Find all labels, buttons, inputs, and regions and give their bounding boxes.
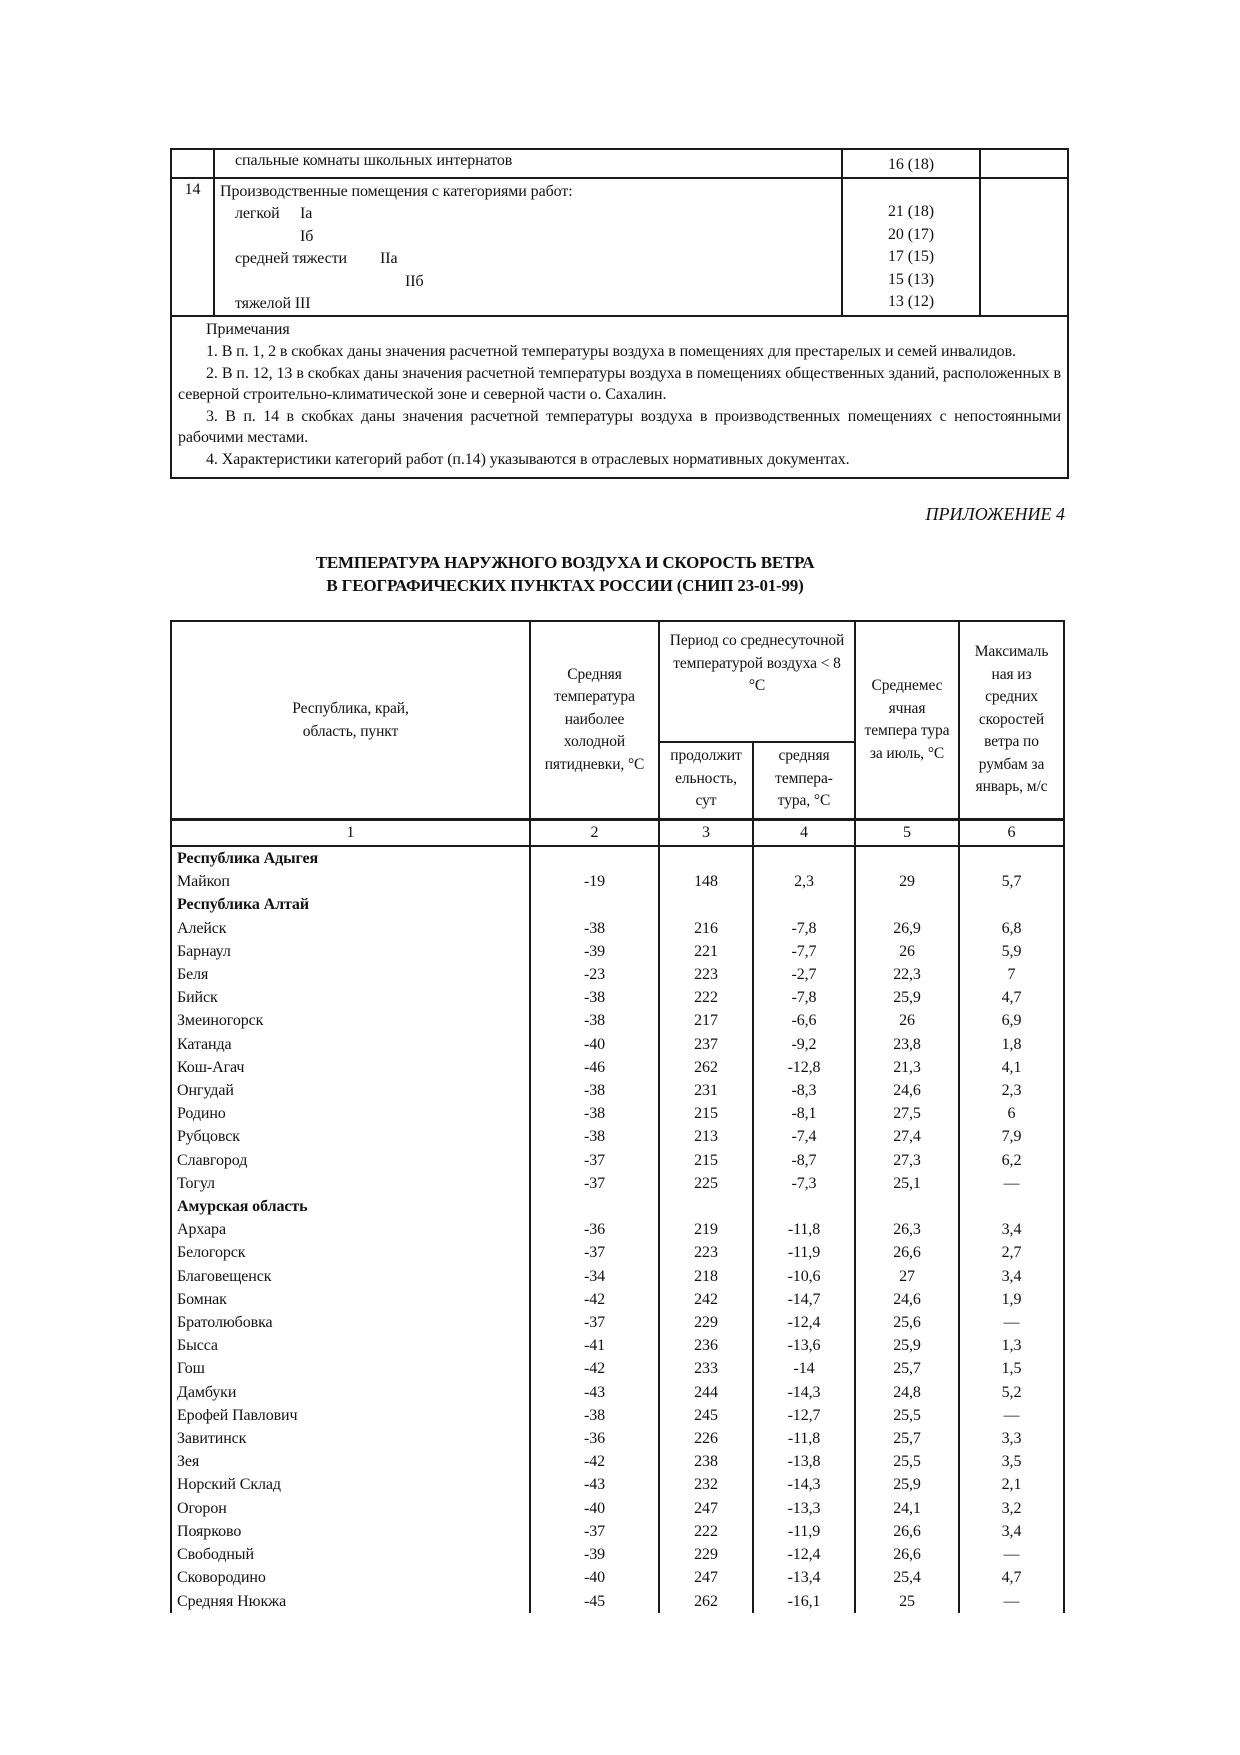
january-wind-cell: 7 — [959, 963, 1064, 986]
january-wind-cell: 1,8 — [959, 1033, 1064, 1056]
table-row — [171, 178, 1068, 316]
table-row — [171, 1102, 1064, 1125]
period-duration-cell: 225 — [659, 1172, 753, 1195]
table-row — [171, 1497, 1064, 1520]
july-avg-temp-cell: 27 — [855, 1265, 959, 1288]
period-avg-temp-cell: -7,7 — [753, 940, 855, 963]
period-duration-cell: 232 — [659, 1473, 753, 1496]
column-number: 1 — [171, 820, 530, 847]
july-avg-temp-cell — [855, 1195, 959, 1218]
header-period-group: Период со среднесуточной температурой воздуха < 8 °С — [659, 621, 855, 742]
header-cold-five-day-temp: Средняя температура наиболее холодной пятидневки, °С — [530, 621, 659, 820]
january-wind-cell: — — [959, 1404, 1064, 1427]
period-avg-temp-cell: -9,2 — [753, 1033, 855, 1056]
period-duration-cell: 218 — [659, 1265, 753, 1288]
room-description — [214, 178, 842, 316]
category-code: Iа — [300, 205, 313, 223]
table-row — [171, 1520, 1064, 1543]
july-avg-temp-cell: 23,8 — [855, 1033, 959, 1056]
cold-five-day-temp-cell: -43 — [530, 1473, 659, 1496]
january-wind-cell: 2,3 — [959, 1079, 1064, 1102]
category-code: IIб — [405, 272, 424, 290]
location-name: Белогорск — [171, 1241, 530, 1264]
period-duration-cell: 245 — [659, 1404, 753, 1427]
period-avg-temp-cell: -2,7 — [753, 963, 855, 986]
period-duration-cell: 223 — [659, 963, 753, 986]
location-name: Республика Алтай — [171, 893, 530, 916]
july-avg-temp-cell: 22,3 — [855, 963, 959, 986]
room-description: спальные комнаты школьных интернатов — [214, 149, 842, 178]
january-wind-cell: — — [959, 1311, 1064, 1334]
cold-five-day-temp-cell: -37 — [530, 1241, 659, 1264]
period-avg-temp-cell — [753, 846, 855, 870]
period-duration-cell: 242 — [659, 1288, 753, 1311]
cold-five-day-temp-cell: -19 — [530, 870, 659, 893]
july-avg-temp-cell: 21,3 — [855, 1056, 959, 1079]
cold-five-day-temp-cell: -37 — [530, 1311, 659, 1334]
cold-five-day-temp-cell: -40 — [530, 1566, 659, 1589]
january-wind-cell: 6,9 — [959, 1009, 1064, 1032]
january-wind-cell — [959, 1195, 1064, 1218]
january-wind-cell: 5,9 — [959, 940, 1064, 963]
location-name: Гош — [171, 1357, 530, 1380]
july-avg-temp-cell: 26,6 — [855, 1543, 959, 1566]
cold-five-day-temp-cell: -43 — [530, 1381, 659, 1404]
cold-five-day-temp-cell: -38 — [530, 1102, 659, 1125]
header-period-duration: продолжит ельность, сут — [659, 742, 753, 820]
period-avg-temp-cell: -11,8 — [753, 1427, 855, 1450]
table-row — [171, 1033, 1064, 1056]
period-duration-cell: 217 — [659, 1009, 753, 1032]
location-name: Ерофей Павлович — [171, 1404, 530, 1427]
table-row — [171, 1218, 1064, 1241]
period-duration-cell: 262 — [659, 1590, 753, 1613]
july-avg-temp-cell: 26 — [855, 940, 959, 963]
cold-five-day-temp-cell: -39 — [530, 1543, 659, 1566]
cold-five-day-temp-cell: -36 — [530, 1427, 659, 1450]
july-avg-temp-cell: 25,5 — [855, 1450, 959, 1473]
cold-five-day-temp-cell: -42 — [530, 1450, 659, 1473]
july-avg-temp-cell: 26 — [855, 1009, 959, 1032]
empty-cell — [980, 149, 1068, 178]
location-name: Дамбуки — [171, 1381, 530, 1404]
table-row — [171, 986, 1064, 1009]
cold-five-day-temp-cell: -42 — [530, 1357, 659, 1380]
table-row — [171, 1473, 1064, 1496]
table-row — [171, 1334, 1064, 1357]
january-wind-cell: 1,3 — [959, 1334, 1064, 1357]
column-number: 5 — [855, 820, 959, 847]
july-avg-temp-cell — [855, 846, 959, 870]
july-avg-temp-cell: 25,4 — [855, 1566, 959, 1589]
row-number-cell: 14 — [171, 178, 214, 316]
location-name: Родино — [171, 1102, 530, 1125]
temperature-value: 20 (17) — [888, 225, 934, 243]
july-avg-temp-cell: 24,6 — [855, 1288, 959, 1311]
table-row — [171, 1288, 1064, 1311]
table-row — [171, 1566, 1064, 1589]
cold-five-day-temp-cell: -39 — [530, 940, 659, 963]
location-name: Архара — [171, 1218, 530, 1241]
location-name: Бийск — [171, 986, 530, 1009]
period-duration-cell: 221 — [659, 940, 753, 963]
july-avg-temp-cell: 24,8 — [855, 1381, 959, 1404]
january-wind-cell: 1,5 — [959, 1357, 1064, 1380]
january-wind-cell: — — [959, 1172, 1064, 1195]
january-wind-cell: 6,8 — [959, 917, 1064, 940]
location-name: Онгудай — [171, 1079, 530, 1102]
table-row — [171, 917, 1064, 940]
july-avg-temp-cell: 27,4 — [855, 1125, 959, 1148]
temperature-value: 13 (12) — [888, 292, 934, 310]
title-line-1: ТЕМПЕРАТУРА НАРУЖНОГО ВОЗДУХА И СКОРОСТЬ ВЕТРА — [315, 553, 815, 572]
january-wind-cell: 4,7 — [959, 986, 1064, 1009]
table-row — [171, 963, 1064, 986]
july-avg-temp-cell: 25,7 — [855, 1357, 959, 1380]
period-duration-cell: 237 — [659, 1033, 753, 1056]
row-number-cell — [171, 149, 214, 178]
period-duration-cell — [659, 1195, 753, 1218]
cold-five-day-temp-cell: -45 — [530, 1590, 659, 1613]
july-avg-temp-cell: 26,6 — [855, 1520, 959, 1543]
note-1: 1. В п. 1, 2 в скобках даны значения расчетной температуры воздуха в помещениях для престарелых и семей инвалидов. — [206, 342, 1016, 360]
period-avg-temp-cell — [753, 893, 855, 916]
period-avg-temp-cell: -12,7 — [753, 1404, 855, 1427]
table-row — [171, 149, 1068, 178]
july-avg-temp-cell: 26,9 — [855, 917, 959, 940]
period-duration-cell: 213 — [659, 1125, 753, 1148]
july-avg-temp-cell: 29 — [855, 870, 959, 893]
location-name: Норский Склад — [171, 1473, 530, 1496]
table-row — [171, 893, 1064, 916]
july-avg-temp-cell: 25,7 — [855, 1427, 959, 1450]
temperature-value — [843, 179, 979, 201]
january-wind-cell: 6,2 — [959, 1149, 1064, 1172]
table-row — [171, 1265, 1064, 1288]
period-avg-temp-cell: -8,7 — [753, 1149, 855, 1172]
location-name: Бомнак — [171, 1288, 530, 1311]
period-duration-cell: 229 — [659, 1543, 753, 1566]
january-wind-cell: 4,1 — [959, 1056, 1064, 1079]
july-avg-temp-cell: 25,9 — [855, 1334, 959, 1357]
row14-title: Производственные помещения с категориями работ: — [220, 183, 573, 200]
july-avg-temp-cell: 27,5 — [855, 1102, 959, 1125]
note-3: 3. В п. 14 в скобках даны значения расчетной температуры воздуха в производственных помещениях с непостоянными рабочими местами. — [178, 407, 1061, 447]
work-category-line: легкой Iа — [235, 203, 841, 225]
notes-title: Примечания — [206, 321, 290, 339]
header-january-wind: Максималь ная из средних скоростей ветра по румбам за январь, м/с — [959, 621, 1064, 820]
period-duration-cell: 229 — [659, 1311, 753, 1334]
cold-five-day-temp-cell: -36 — [530, 1218, 659, 1241]
location-name: Средняя Нюкжа — [171, 1590, 530, 1613]
period-duration-cell — [659, 846, 753, 870]
climate-table — [170, 620, 1065, 1613]
table-row — [171, 1195, 1064, 1218]
cold-five-day-temp-cell: -42 — [530, 1288, 659, 1311]
location-name: Беля — [171, 963, 530, 986]
column-number: 3 — [659, 820, 753, 847]
july-avg-temp-cell: 25,1 — [855, 1172, 959, 1195]
period-avg-temp-cell: -7,8 — [753, 986, 855, 1009]
period-duration-cell: 219 — [659, 1218, 753, 1241]
table-row — [171, 1241, 1064, 1264]
january-wind-cell: 5,2 — [959, 1381, 1064, 1404]
period-duration-cell: 148 — [659, 870, 753, 893]
location-name: Тогул — [171, 1172, 530, 1195]
location-name: Братолюбовка — [171, 1311, 530, 1334]
january-wind-cell: 2,7 — [959, 1241, 1064, 1264]
cold-five-day-temp-cell: -34 — [530, 1265, 659, 1288]
note-2: 2. В п. 12, 13 в скобках даны значения расчетной температуры воздуха в помещениях общественных зданий, расположенных в северной строительно-климатической зоне и северной части о. Сахалин. — [178, 364, 1061, 404]
table-row — [171, 1404, 1064, 1427]
january-wind-cell: 3,3 — [959, 1427, 1064, 1450]
january-wind-cell: 5,7 — [959, 870, 1064, 893]
january-wind-cell — [959, 893, 1064, 916]
period-avg-temp-cell: -12,4 — [753, 1543, 855, 1566]
table-row — [171, 1009, 1064, 1032]
room-temperature-values — [842, 178, 980, 316]
july-avg-temp-cell: 26,3 — [855, 1218, 959, 1241]
january-wind-cell: — — [959, 1590, 1064, 1613]
period-avg-temp-cell — [753, 1195, 855, 1218]
period-avg-temp-cell: -13,6 — [753, 1334, 855, 1357]
cold-five-day-temp-cell: -23 — [530, 963, 659, 986]
location-name: Рубцовск — [171, 1125, 530, 1148]
july-avg-temp-cell — [855, 893, 959, 916]
january-wind-cell: 3,4 — [959, 1218, 1064, 1241]
cold-five-day-temp-cell: -38 — [530, 1404, 659, 1427]
title-line-2: В ГЕОГРАФИЧЕСКИХ ПУНКТАХ РОССИИ (СНИП 23-01-99) — [326, 575, 804, 595]
cold-five-day-temp-cell: -37 — [530, 1149, 659, 1172]
period-duration-cell: 244 — [659, 1381, 753, 1404]
period-avg-temp-cell: -8,3 — [753, 1079, 855, 1102]
period-avg-temp-cell: -7,4 — [753, 1125, 855, 1148]
july-avg-temp-cell: 24,1 — [855, 1497, 959, 1520]
table-row — [171, 846, 1064, 870]
cold-five-day-temp-cell: -37 — [530, 1520, 659, 1543]
january-wind-cell: 3,2 — [959, 1497, 1064, 1520]
july-avg-temp-cell: 25,9 — [855, 986, 959, 1009]
work-category-line — [235, 226, 841, 248]
table-row — [171, 1079, 1064, 1102]
january-wind-cell — [959, 846, 1064, 870]
period-avg-temp-cell: -10,6 — [753, 1265, 855, 1288]
period-duration-cell: 223 — [659, 1241, 753, 1264]
table-row — [171, 1149, 1064, 1172]
notes-row — [171, 316, 1068, 477]
period-duration-cell: 238 — [659, 1450, 753, 1473]
header-july-avg-temp: Среднемес ячная темпера тура за июль, °С — [855, 621, 959, 820]
cold-five-day-temp-cell: -40 — [530, 1033, 659, 1056]
cold-five-day-temp-cell — [530, 893, 659, 916]
period-avg-temp-cell: -8,1 — [753, 1102, 855, 1125]
july-avg-temp-cell: 27,3 — [855, 1149, 959, 1172]
january-wind-cell: 7,9 — [959, 1125, 1064, 1148]
january-wind-cell: 3,5 — [959, 1450, 1064, 1473]
period-avg-temp-cell: -13,8 — [753, 1450, 855, 1473]
july-avg-temp-cell: 26,6 — [855, 1241, 959, 1264]
period-avg-temp-cell: -12,8 — [753, 1056, 855, 1079]
location-name: Свободный — [171, 1543, 530, 1566]
period-avg-temp-cell: -14,3 — [753, 1473, 855, 1496]
period-avg-temp-cell: -16,1 — [753, 1590, 855, 1613]
notes-cell — [171, 316, 1068, 477]
table-row — [171, 940, 1064, 963]
location-name: Майкоп — [171, 870, 530, 893]
location-name: Сковородино — [171, 1566, 530, 1589]
period-avg-temp-cell: -11,8 — [753, 1218, 855, 1241]
work-category-line — [235, 271, 841, 293]
july-avg-temp-cell: 25,6 — [855, 1311, 959, 1334]
july-avg-temp-cell: 25,5 — [855, 1404, 959, 1427]
period-duration-cell: 222 — [659, 1520, 753, 1543]
table-row — [171, 1172, 1064, 1195]
column-number-row — [171, 820, 1064, 847]
table-row — [171, 1450, 1064, 1473]
january-wind-cell: 3,4 — [959, 1520, 1064, 1543]
location-name: Республика Адыгея — [171, 846, 530, 870]
location-name: Бысса — [171, 1334, 530, 1357]
cold-five-day-temp-cell: -40 — [530, 1497, 659, 1520]
cold-five-day-temp-cell: -38 — [530, 1079, 659, 1102]
location-name: Славгород — [171, 1149, 530, 1172]
table-row — [171, 1311, 1064, 1334]
period-avg-temp-cell: -13,3 — [753, 1497, 855, 1520]
temperature-value: 17 (15) — [888, 248, 934, 266]
january-wind-cell: 1,9 — [959, 1288, 1064, 1311]
january-wind-cell: 2,1 — [959, 1473, 1064, 1496]
period-avg-temp-cell: -7,3 — [753, 1172, 855, 1195]
table-row — [171, 1125, 1064, 1148]
note-4: 4. Характеристики категорий работ (п.14) указываются в отраслевых нормативных документах. — [206, 450, 850, 468]
location-name: Поярково — [171, 1520, 530, 1543]
period-avg-temp-cell: -14,7 — [753, 1288, 855, 1311]
period-duration-cell: 215 — [659, 1149, 753, 1172]
cold-five-day-temp-cell: -38 — [530, 1125, 659, 1148]
category-code: IIа — [380, 250, 398, 268]
cold-five-day-temp-cell: -38 — [530, 986, 659, 1009]
appendix-label: ПРИЛОЖЕНИЕ 4 — [925, 504, 1065, 524]
header-period-avg-temp: средняя темпера- тура, °С — [753, 742, 855, 820]
table-row — [171, 1427, 1064, 1450]
table-row — [171, 1056, 1064, 1079]
period-duration-cell: 222 — [659, 986, 753, 1009]
location-name: Алейск — [171, 917, 530, 940]
location-name: Амурская область — [171, 1195, 530, 1218]
header-location: Республика, край, область, пункт — [171, 621, 530, 820]
july-avg-temp-cell: 24,6 — [855, 1079, 959, 1102]
january-wind-cell: 6 — [959, 1102, 1064, 1125]
column-number: 2 — [530, 820, 659, 847]
period-avg-temp-cell: -13,4 — [753, 1566, 855, 1589]
temperature-value: 15 (13) — [888, 270, 934, 288]
location-name: Огорон — [171, 1497, 530, 1520]
table-row — [171, 1543, 1064, 1566]
room-temperature-value: 16 (18) — [842, 149, 980, 178]
period-duration-cell: 216 — [659, 917, 753, 940]
period-duration-cell: 247 — [659, 1566, 753, 1589]
table-row — [171, 1381, 1064, 1404]
location-name: Катанда — [171, 1033, 530, 1056]
location-name: Завитинск — [171, 1427, 530, 1450]
work-category-line: средней тяжести IIа — [235, 248, 841, 270]
location-name: Зея — [171, 1450, 530, 1473]
cold-five-day-temp-cell — [530, 1195, 659, 1218]
period-duration-cell: 226 — [659, 1427, 753, 1450]
july-avg-temp-cell: 25 — [855, 1590, 959, 1613]
january-wind-cell: 3,4 — [959, 1265, 1064, 1288]
period-duration-cell — [659, 893, 753, 916]
empty-cell — [980, 178, 1068, 316]
document-title — [170, 552, 960, 597]
january-wind-cell: 4,7 — [959, 1566, 1064, 1589]
period-duration-cell: 236 — [659, 1334, 753, 1357]
column-number: 4 — [753, 820, 855, 847]
location-name: Благовещенск — [171, 1265, 530, 1288]
period-duration-cell: 233 — [659, 1357, 753, 1380]
location-name: Змеиногорск — [171, 1009, 530, 1032]
table-row — [171, 870, 1064, 893]
cold-five-day-temp-cell: -41 — [530, 1334, 659, 1357]
period-avg-temp-cell: 2,3 — [753, 870, 855, 893]
location-name: Барнаул — [171, 940, 530, 963]
cold-five-day-temp-cell: -38 — [530, 917, 659, 940]
column-number: 6 — [959, 820, 1064, 847]
cold-five-day-temp-cell: -37 — [530, 1172, 659, 1195]
category-code: Iб — [300, 227, 314, 245]
period-duration-cell: 247 — [659, 1497, 753, 1520]
period-avg-temp-cell: -14,3 — [753, 1381, 855, 1404]
july-avg-temp-cell: 25,9 — [855, 1473, 959, 1496]
table-row — [171, 1357, 1064, 1380]
temperature-value: 21 (18) — [888, 203, 934, 221]
cold-five-day-temp-cell: -38 — [530, 1009, 659, 1032]
room-temperature-table — [170, 148, 1069, 479]
january-wind-cell: — — [959, 1543, 1064, 1566]
location-name: Кош-Агач — [171, 1056, 530, 1079]
period-duration-cell: 231 — [659, 1079, 753, 1102]
period-avg-temp-cell: -12,4 — [753, 1311, 855, 1334]
table-row — [171, 1590, 1064, 1613]
period-avg-temp-cell: -11,9 — [753, 1241, 855, 1264]
cold-five-day-temp-cell: -46 — [530, 1056, 659, 1079]
work-category-line: тяжелой III — [235, 294, 311, 312]
period-avg-temp-cell: -7,8 — [753, 917, 855, 940]
period-duration-cell: 262 — [659, 1056, 753, 1079]
header-row-1 — [171, 621, 1064, 742]
period-avg-temp-cell: -14 — [753, 1357, 855, 1380]
period-duration-cell: 215 — [659, 1102, 753, 1125]
cold-five-day-temp-cell — [530, 846, 659, 870]
period-avg-temp-cell: -6,6 — [753, 1009, 855, 1032]
period-avg-temp-cell: -11,9 — [753, 1520, 855, 1543]
